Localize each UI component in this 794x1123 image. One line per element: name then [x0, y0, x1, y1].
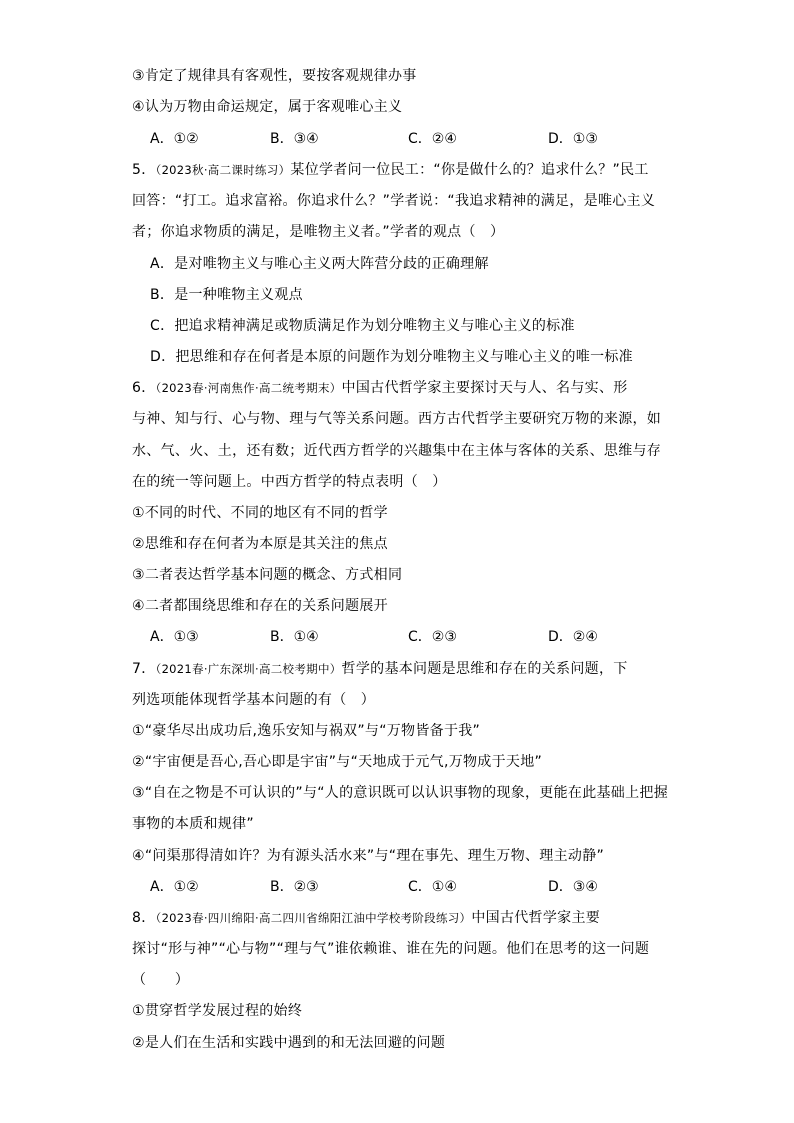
q7-item-2: ②“宇宙便是吾心,吾心即是宇宙”与“天地成于元气,万物成于天地” [132, 754, 543, 770]
q7-number: 7． [132, 661, 156, 677]
q7-item-1: ①“豪华尽出成功后,逸乐安知与祸双”与“万物皆备于我” [132, 723, 481, 739]
q4-option-b: B．③④ [270, 131, 319, 147]
q6-stem-line-1 [132, 378, 628, 398]
q8-item-2: ②是人们在生活和实践中遇到的和无法回避的问题 [132, 1035, 446, 1051]
q7-option-b: B．②③ [270, 879, 319, 895]
q5-number: 5． [132, 162, 156, 178]
q8-stem-line-3: （ ） [132, 972, 190, 988]
q8-stem-line-1 [132, 908, 600, 928]
q6-option-b: B．①④ [270, 629, 319, 645]
q7-option-c: C．①④ [408, 879, 457, 895]
q5-stem-text-1: 某位学者问一位民工：“你是做什么的？追求什么？”民工 [290, 162, 649, 178]
q5-option-d: D．把思维和存在何者是本原的问题作为划分唯物主义与唯心主义的唯一标准 [150, 349, 633, 365]
q8-source: （2023春·四川绵阳·高二四川省绵阳江油中学校考阶段练习） [155, 911, 472, 925]
q4-item-3: ③肯定了规律具有客观性，要按客观规律办事 [132, 68, 417, 84]
q4-option-d: D．①③ [548, 131, 598, 147]
q6-option-d: D．②④ [548, 629, 598, 645]
q8-number: 8． [132, 910, 156, 926]
q6-number: 6． [132, 380, 156, 396]
q6-item-3: ③二者表达哲学基本问题的概念、方式相同 [132, 567, 403, 583]
q4-option-c: C．②④ [408, 131, 457, 147]
q5-stem-line-1 [132, 160, 649, 180]
q7-option-d: D．③④ [548, 879, 598, 895]
q4-option-a: A．①② [150, 131, 199, 147]
q7-item-3-line-2: 事物的本质和规律” [132, 816, 254, 832]
q6-source: （2023春·河南焦作·高二统考期末） [155, 381, 342, 395]
q6-item-2: ②思维和存在何者为本原是其关注的焦点 [132, 536, 388, 552]
q6-item-1: ①不同的时代、不同的地区有不同的哲学 [132, 505, 388, 521]
q6-item-4: ④二者都围绕思维和存在的关系问题展开 [132, 598, 388, 614]
q8-item-1: ①贯穿哲学发展过程的始终 [132, 1003, 303, 1019]
q5-option-c: C．把追求精神满足或物质满足作为划分唯物主义与唯心主义的标准 [150, 318, 575, 334]
q6-stem-line-4: 在的统一等问题上。中西方哲学的特点表明（ ） [132, 474, 447, 490]
q5-option-a: A．是对唯物主义与唯心主义两大阵营分歧的正确理解 [150, 256, 489, 272]
q7-item-3-line-1: ③“自在之物是不可认识的”与“人的意识既可以认识事物的现象，更能在此基础上把握 [132, 785, 669, 801]
q7-stem-line-1 [132, 659, 628, 679]
q5-stem-line-3: 者；你追求物质的满足，是唯物主义者。”学者的观点（ ） [132, 224, 505, 240]
q7-option-a: A．①② [150, 879, 199, 895]
q5-stem-line-2: 回答：“打工。追求富裕。你追求什么？”学者说：“我追求精神的满足，是唯心主义 [132, 193, 656, 209]
q5-option-b: B．是一种唯物主义观点 [150, 287, 303, 303]
q7-stem-text-1: 哲学的基本问题是思维和存在的关系问题，下 [341, 661, 628, 677]
q6-option-c: C．②③ [408, 629, 457, 645]
q5-source: （2023秋·高二课时练习） [155, 163, 291, 177]
q7-stem-line-2: 列选项能体现哲学基本问题的有（ ） [132, 692, 376, 708]
q6-stem-line-3: 水、气、火、土，还有数；近代西方哲学的兴趣集中在主体与客体的关系、思维与存 [132, 443, 662, 459]
q7-item-4: ④“问渠那得清如许？为有源头活水来”与“理在事先、理生万物、理主动静” [132, 848, 605, 864]
q7-source: （2021春·广东深圳·高二校考期中） [155, 662, 342, 676]
q6-stem-line-2: 与神、知与行、心与物、理与气等关系问题。西方古代哲学主要研究万物的来源，如 [132, 411, 662, 427]
q8-stem-text-1: 中国古代哲学家主要 [471, 910, 601, 926]
q6-option-a: A．①③ [150, 629, 199, 645]
q4-item-4: ④认为万物由命运规定，属于客观唯心主义 [132, 99, 403, 115]
q6-stem-text-1: 中国古代哲学家主要探讨天与人、名与实、形 [341, 380, 628, 396]
q8-stem-line-2: 探讨“形与神”“心与物”“理与气”谁依赖谁、谁在先的问题。他们在思考的这一问题 [132, 941, 650, 957]
